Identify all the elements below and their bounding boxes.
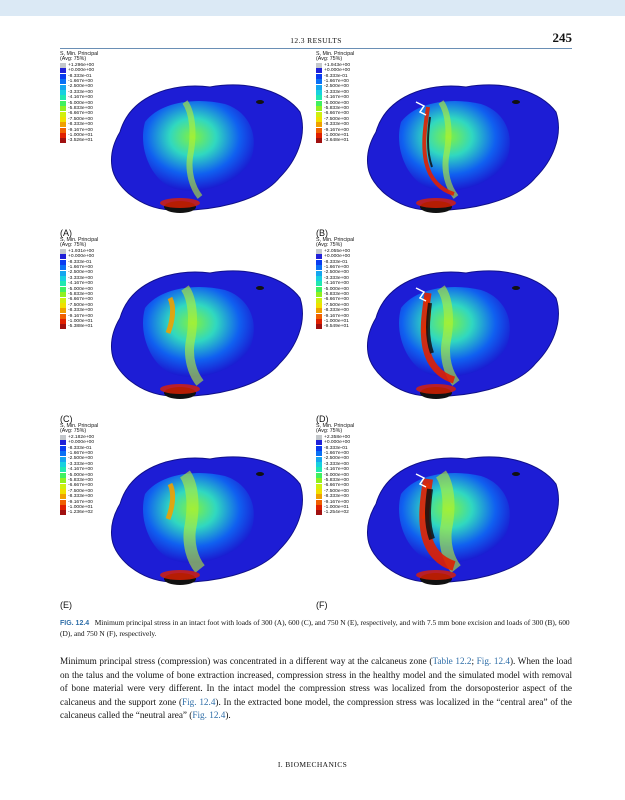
running-header — [60, 28, 572, 49]
legend-value: -8.333e+00 — [68, 308, 93, 314]
figure-12-4 — [60, 52, 572, 612]
legend-swatch — [316, 494, 322, 499]
legend-value: -8.333e+00 — [68, 122, 93, 128]
legend-value: +2.055e+00 — [324, 248, 351, 254]
stress-legend — [60, 238, 98, 330]
legend-value: -1.667e+00 — [68, 450, 93, 456]
legend-value: -5.000e+00 — [324, 100, 349, 106]
legend-value: -3.526e+01 — [68, 138, 93, 144]
legend-swatch — [60, 478, 66, 483]
legend-swatch — [316, 63, 322, 68]
panel-label: (B) — [316, 228, 328, 238]
legend-value: -8.333e-01 — [68, 259, 92, 265]
legend-value: -2.500e+00 — [68, 456, 93, 462]
legend-value: -1.667e+00 — [324, 450, 349, 456]
legend-swatch — [316, 128, 322, 133]
legend-swatch — [60, 435, 66, 440]
legend-swatch — [316, 489, 322, 494]
legend-row — [316, 138, 354, 143]
legend-swatch — [316, 101, 322, 106]
legend-swatch — [60, 138, 66, 143]
legend-value: -7.500e+00 — [324, 302, 349, 308]
figure-panel — [60, 238, 316, 424]
legend-value: -6.667e+00 — [324, 297, 349, 303]
legend-value: -8.333e-01 — [324, 73, 348, 79]
legend-value: -4.167e+00 — [68, 95, 93, 101]
legend-swatch — [316, 292, 322, 297]
legend-value: -8.333e+00 — [324, 494, 349, 500]
legend-swatch — [60, 298, 66, 303]
legend-value: +0.000e+00 — [324, 68, 351, 74]
legend-title: S, Min. Principal — [60, 51, 99, 57]
legend-value: -5.388e+01 — [68, 324, 93, 330]
legend-swatch — [60, 260, 66, 265]
legend-swatch — [60, 505, 66, 510]
legend-value: -8.333e+00 — [68, 494, 93, 500]
legend-swatch — [316, 271, 322, 276]
legend-subtitle: (Avg: 75%) — [316, 242, 343, 249]
legend-swatch — [60, 303, 66, 308]
legend-value: -4.167e+00 — [68, 281, 93, 287]
legend-value: -9.167e+00 — [68, 127, 93, 133]
legend-value: -9.167e+00 — [324, 127, 349, 133]
figure-link[interactable]: Fig. 12.4 — [476, 656, 510, 666]
legend-row — [316, 510, 354, 515]
legend-swatch — [60, 324, 66, 329]
legend-value: -2.500e+00 — [324, 270, 349, 276]
calcaneus-model-image — [356, 248, 566, 408]
legend-swatch — [60, 451, 66, 456]
legend-value: -4.167e+00 — [324, 95, 349, 101]
legend-value: -2.500e+00 — [68, 270, 93, 276]
legend-swatch — [316, 133, 322, 138]
legend-swatch — [316, 106, 322, 111]
figure-link[interactable]: Fig. 12.4 — [182, 696, 216, 707]
legend-value: -6.667e+00 — [324, 483, 349, 489]
legend-swatch — [316, 117, 322, 122]
legend-value: -1.000e+01 — [68, 318, 93, 324]
body-text-4: ). In the extracted bone model, the compression stress was localized in the “central area” of the calcaneus called the “neutral area” ( — [60, 696, 572, 721]
legend-row — [60, 138, 98, 143]
stress-legend — [60, 52, 98, 144]
legend-value: +2.358e+00 — [324, 434, 351, 440]
legend-swatch — [316, 112, 322, 117]
legend-swatch — [316, 254, 322, 259]
legend-swatch — [316, 138, 322, 143]
legend-value: -7.500e+00 — [68, 302, 93, 308]
legend-swatch — [60, 500, 66, 505]
legend-swatch — [60, 467, 66, 472]
legend-swatch — [60, 68, 66, 73]
legend-value: -7.500e+00 — [324, 116, 349, 122]
calcaneus-model-image — [100, 62, 310, 222]
legend-value: -1.000e+01 — [68, 132, 93, 138]
legend-value: -9.167e+00 — [68, 313, 93, 319]
running-footer: I. BIOMECHANICS — [277, 760, 348, 769]
legend-swatch — [60, 74, 66, 79]
legend-subtitle: (Avg: 75%) — [316, 428, 343, 435]
panel-label: (E) — [60, 600, 72, 610]
legend-value: +0.000e+00 — [68, 254, 95, 260]
legend-value: -3.333e+00 — [324, 461, 349, 467]
legend-swatch — [316, 314, 322, 319]
legend-swatch — [60, 319, 66, 324]
legend-swatch — [316, 303, 322, 308]
legend-row — [60, 510, 98, 515]
stress-legend — [316, 52, 354, 144]
legend-value: -9.549e+01 — [324, 324, 349, 330]
calcaneus-model-image — [356, 434, 566, 594]
stress-legend — [316, 238, 354, 330]
legend-swatch — [60, 462, 66, 467]
legend-swatch — [60, 128, 66, 133]
legend-value: -5.833e+00 — [68, 291, 93, 297]
legend-value: -6.667e+00 — [324, 111, 349, 117]
figure-panel — [316, 52, 572, 238]
legend-value: -5.000e+00 — [68, 100, 93, 106]
legend-swatch — [60, 79, 66, 84]
legend-swatch — [60, 254, 66, 259]
legend-value: -8.333e-01 — [68, 73, 92, 79]
legend-swatch — [316, 74, 322, 79]
legend-swatch — [316, 500, 322, 505]
legend-value: -5.000e+00 — [68, 286, 93, 292]
legend-value: -3.648e+01 — [324, 138, 349, 144]
body-text-3: ). When the load on the talus and the volume of bone extraction increased, compression stress in the healthy model and the simulated model with removal of bone material were very different. In the intact model the compression stress was localized from the dorsoposterior aspect of the calcaneus and the support zone ( — [60, 656, 573, 707]
legend-swatch — [60, 489, 66, 494]
legend-swatch — [60, 473, 66, 478]
legend-swatch — [316, 68, 322, 73]
legend-swatch — [60, 85, 66, 90]
legend-swatch — [316, 478, 322, 483]
calcaneus-model-image — [100, 434, 310, 594]
legend-swatch — [60, 440, 66, 445]
legend-swatch — [60, 90, 66, 95]
legend-swatch — [60, 281, 66, 286]
legend-swatch — [316, 276, 322, 281]
legend-swatch — [316, 440, 322, 445]
legend-value: -7.500e+00 — [68, 488, 93, 494]
legend-swatch — [60, 122, 66, 127]
body-text-1: Minimum principal stress (compression) was concentrated in a different way at the calcaneus zone ( — [60, 656, 433, 666]
legend-value: -2.500e+00 — [324, 84, 349, 90]
legend-title: S, Min. Principal — [60, 423, 99, 429]
legend-swatch — [316, 308, 322, 313]
legend-value: -1.667e+00 — [324, 264, 349, 270]
legend-swatch — [316, 467, 322, 472]
legend-value: -8.333e-01 — [324, 259, 348, 265]
legend-swatch — [316, 281, 322, 286]
legend-value: +1.943e+00 — [324, 62, 351, 68]
legend-value: -5.833e+00 — [324, 291, 349, 297]
legend-value: +1.931e+00 — [68, 248, 95, 254]
legend-value: +0.000e+00 — [324, 440, 351, 446]
panel-label: (A) — [60, 228, 72, 238]
stress-legend — [60, 424, 98, 516]
legend-swatch — [60, 133, 66, 138]
figure-link[interactable]: Fig. 12.4 — [192, 710, 226, 721]
legend-value: -6.667e+00 — [68, 111, 93, 117]
legend-subtitle: (Avg: 75%) — [60, 56, 87, 63]
legend-swatch — [316, 122, 322, 127]
legend-swatch — [316, 287, 322, 292]
table-link[interactable]: Table 12.2 — [432, 656, 472, 666]
legend-swatch — [60, 117, 66, 122]
legend-row — [60, 324, 98, 329]
legend-swatch — [316, 324, 322, 329]
legend-value: -2.500e+00 — [324, 456, 349, 462]
legend-value: -8.333e-01 — [68, 445, 92, 451]
legend-value: -8.333e+00 — [324, 308, 349, 314]
legend-swatch — [316, 260, 322, 265]
legend-value: -8.333e+00 — [324, 122, 349, 128]
legend-swatch — [316, 446, 322, 451]
caption-label: FIG. 12.4 — [60, 620, 90, 627]
legend-swatch — [316, 90, 322, 95]
legend-swatch — [316, 451, 322, 456]
legend-value: -3.333e+00 — [324, 275, 349, 281]
legend-value: +0.000e+00 — [68, 440, 95, 446]
legend-swatch — [60, 63, 66, 68]
legend-value: -5.000e+00 — [324, 472, 349, 478]
legend-swatch — [316, 249, 322, 254]
legend-value: +0.000e+00 — [324, 254, 351, 260]
legend-value: -1.000e+01 — [324, 504, 349, 510]
legend-value: -3.333e+00 — [68, 275, 93, 281]
legend-value: -4.167e+00 — [324, 281, 349, 287]
legend-value: +2.182e+00 — [68, 434, 95, 440]
legend-value: -5.833e+00 — [68, 477, 93, 483]
legend-value: -8.333e-01 — [324, 445, 348, 451]
legend-subtitle: (Avg: 75%) — [316, 56, 343, 63]
legend-swatch — [316, 462, 322, 467]
legend-value: -1.667e+00 — [324, 78, 349, 84]
legend-value: -5.833e+00 — [68, 105, 93, 111]
legend-swatch — [60, 287, 66, 292]
legend-value: -6.667e+00 — [68, 297, 93, 303]
legend-value: -5.000e+00 — [324, 286, 349, 292]
body-text-5: ). — [225, 710, 231, 721]
legend-value: -1.000e+01 — [324, 132, 349, 138]
legend-value: -1.254e+02 — [324, 510, 349, 516]
legend-value: +1.296e+00 — [68, 62, 95, 68]
legend-value: -3.333e+00 — [324, 89, 349, 95]
legend-value: -1.667e+00 — [68, 264, 93, 270]
body-text-2: ; — [471, 656, 477, 666]
legend-swatch — [316, 79, 322, 84]
legend-value: -5.833e+00 — [324, 477, 349, 483]
legend-value: -2.500e+00 — [68, 84, 93, 90]
legend-row — [316, 324, 354, 329]
legend-swatch — [316, 457, 322, 462]
legend-value: -4.167e+00 — [324, 467, 349, 473]
legend-swatch — [60, 510, 66, 515]
top-color-band — [0, 0, 625, 16]
legend-swatch — [60, 276, 66, 281]
figure-caption — [60, 618, 572, 638]
legend-value: -3.333e+00 — [68, 461, 93, 467]
body-paragraph — [60, 655, 572, 723]
legend-value: -5.000e+00 — [68, 472, 93, 478]
legend-swatch — [60, 457, 66, 462]
legend-value: -1.000e+01 — [68, 504, 93, 510]
legend-value: -6.667e+00 — [68, 483, 93, 489]
legend-title: S, Min. Principal — [316, 423, 355, 429]
legend-value: -4.167e+00 — [68, 467, 93, 473]
figure-panel — [316, 424, 572, 610]
legend-swatch — [316, 85, 322, 90]
stress-legend — [316, 424, 354, 516]
legend-swatch — [60, 265, 66, 270]
legend-swatch — [60, 249, 66, 254]
legend-value: -1.236e+02 — [68, 510, 93, 516]
legend-value: -9.167e+00 — [324, 499, 349, 505]
legend-swatch — [60, 484, 66, 489]
legend-swatch — [316, 484, 322, 489]
legend-swatch — [60, 271, 66, 276]
legend-swatch — [60, 446, 66, 451]
figure-panel — [60, 52, 316, 238]
legend-swatch — [316, 319, 322, 324]
legend-title: S, Min. Principal — [316, 237, 355, 243]
legend-swatch — [316, 473, 322, 478]
panel-label: (F) — [316, 600, 328, 610]
caption-text: Minimum principal stress in an intact foot with loads of 300 (A), 600 (C), and 750 N (E), respectively, and with 7.5 mm bone excision and loads of 300 (B), 600 (D), and 750 N (F), respectively. — [60, 618, 570, 638]
legend-value: -7.500e+00 — [68, 116, 93, 122]
legend-swatch — [60, 292, 66, 297]
legend-value: -5.833e+00 — [324, 105, 349, 111]
panel-label: (C) — [60, 414, 73, 424]
legend-value: -7.500e+00 — [324, 488, 349, 494]
page-number: 245 — [552, 30, 572, 45]
legend-swatch — [60, 494, 66, 499]
panel-label: (D) — [316, 414, 329, 424]
legend-value: +0.000e+00 — [68, 68, 95, 74]
calcaneus-model-image — [356, 62, 566, 222]
legend-swatch — [60, 101, 66, 106]
legend-swatch — [60, 314, 66, 319]
legend-subtitle: (Avg: 75%) — [60, 242, 87, 249]
legend-swatch — [316, 265, 322, 270]
legend-swatch — [316, 95, 322, 100]
section-title: 12.3 RESULTS — [290, 36, 342, 45]
legend-swatch — [316, 298, 322, 303]
figure-panel — [316, 238, 572, 424]
legend-value: -3.333e+00 — [68, 89, 93, 95]
calcaneus-model-image — [100, 248, 310, 408]
legend-swatch — [316, 510, 322, 515]
legend-swatch — [60, 112, 66, 117]
figure-panel — [60, 424, 316, 610]
legend-title: S, Min. Principal — [60, 237, 99, 243]
legend-title: S, Min. Principal — [316, 51, 355, 57]
legend-swatch — [316, 435, 322, 440]
legend-value: -9.167e+00 — [68, 499, 93, 505]
legend-swatch — [316, 505, 322, 510]
legend-value: -9.167e+00 — [324, 313, 349, 319]
legend-value: -1.667e+00 — [68, 78, 93, 84]
legend-swatch — [60, 308, 66, 313]
legend-subtitle: (Avg: 75%) — [60, 428, 87, 435]
legend-value: -1.000e+01 — [324, 318, 349, 324]
legend-swatch — [60, 95, 66, 100]
legend-swatch — [60, 106, 66, 111]
